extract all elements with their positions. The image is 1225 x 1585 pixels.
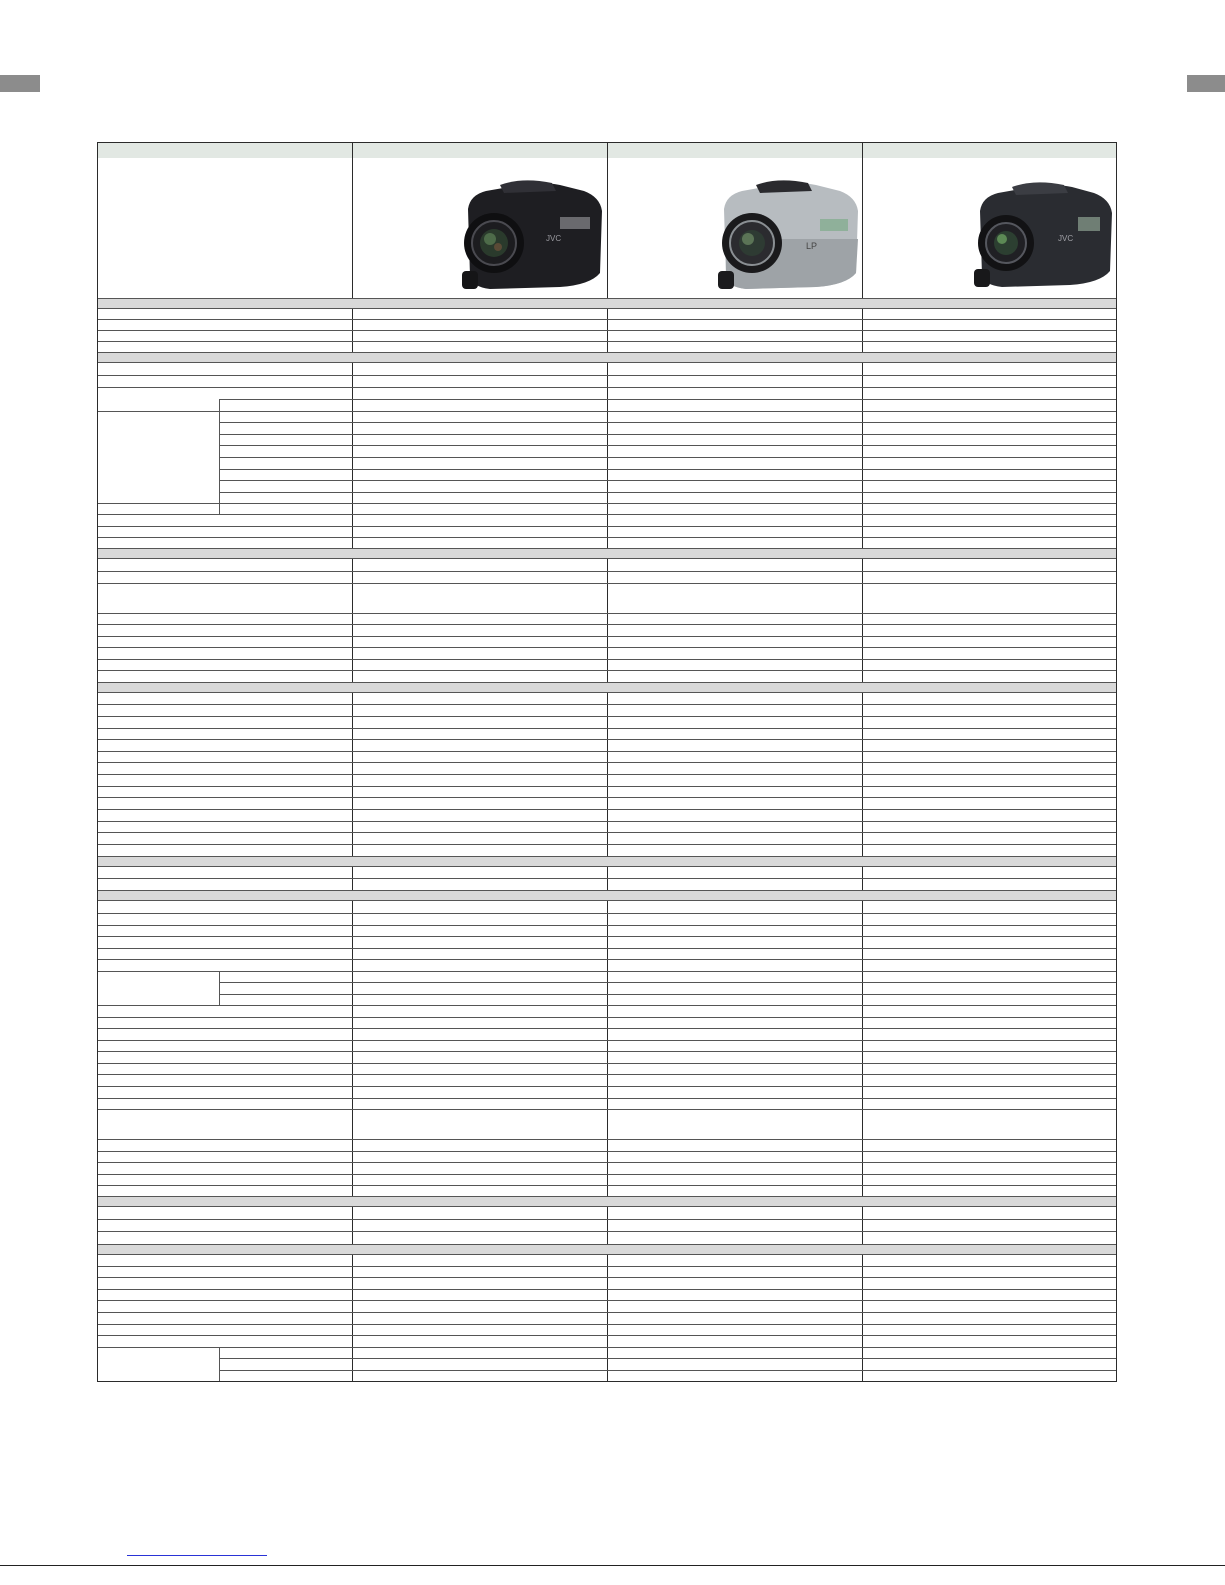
table-row-line <box>98 739 1116 740</box>
sub-column-divider <box>219 1347 220 1382</box>
right-edge-tab <box>1187 75 1225 92</box>
table-row-line <box>98 809 1116 810</box>
product-image-3 <box>910 173 1117 298</box>
table-row-line <box>98 925 1116 926</box>
table-row-line <box>219 1370 1116 1371</box>
table-row-line <box>98 821 1116 822</box>
svg-text:LP: LP <box>806 241 818 251</box>
table-row-line <box>98 682 1116 683</box>
table-row-line <box>98 298 1116 299</box>
table-row-line <box>98 890 1116 891</box>
table-row-line <box>98 1206 1116 1207</box>
table-row-line <box>98 1151 1116 1152</box>
table-row-line <box>98 692 1116 693</box>
table-row-line <box>98 1086 1116 1087</box>
table-row-line <box>98 959 1116 960</box>
table-row-line <box>98 786 1116 787</box>
table-row-line <box>98 647 1116 648</box>
table-row-line <box>98 558 1116 559</box>
sub-column-divider <box>219 399 220 514</box>
table-row-line <box>98 514 1116 515</box>
table-row-line <box>98 948 1116 949</box>
table-row-line <box>98 900 1116 901</box>
product-image-1 <box>398 173 653 298</box>
table-row-line <box>98 387 1116 388</box>
table-row-line <box>98 1185 1116 1186</box>
table-row-line <box>219 1358 1116 1359</box>
table-row-line <box>98 774 1116 775</box>
table-row-line <box>98 1051 1116 1052</box>
table-row-line <box>98 636 1116 637</box>
table-row-line <box>98 704 1116 705</box>
table-row-line <box>98 1347 1116 1348</box>
camcorder-black-icon <box>398 173 653 298</box>
table-row-line <box>98 308 1116 309</box>
table-row-line <box>98 1335 1116 1336</box>
table-row-line <box>98 971 1116 972</box>
table-row-line <box>98 670 1116 671</box>
section-band <box>98 549 1116 558</box>
table-row-line <box>98 352 1116 353</box>
table-row-line <box>98 583 1116 584</box>
table-row-line <box>98 913 1116 914</box>
table-row-line <box>98 1324 1116 1325</box>
table-row-line <box>98 1162 1116 1163</box>
table-row-line <box>98 1254 1116 1255</box>
table-row-line <box>98 319 1116 320</box>
footer-rule <box>0 1565 1225 1566</box>
table-row-line <box>98 526 1116 527</box>
table-row-line <box>98 844 1116 845</box>
table-row-line <box>98 1277 1116 1278</box>
table-row-line <box>98 866 1116 867</box>
section-band <box>98 1245 1116 1254</box>
table-row-line <box>219 457 1116 458</box>
table-row-line <box>98 1289 1116 1290</box>
table-row-line <box>98 1139 1116 1140</box>
svg-text:JVC: JVC <box>1058 234 1074 243</box>
table-row-line <box>98 548 1116 549</box>
table-row-line <box>219 994 1116 995</box>
table-row-line <box>219 422 1116 423</box>
section-band <box>98 299 1116 308</box>
table-row-line <box>98 1074 1116 1075</box>
table-row-line <box>98 762 1116 763</box>
table-row-line <box>219 982 1116 983</box>
table-row-line <box>98 856 1116 857</box>
spec-comparison-table <box>97 142 1117 1382</box>
table-row-line <box>98 1098 1116 1099</box>
table-row-line <box>98 341 1116 342</box>
camcorder-silver-icon <box>654 173 909 298</box>
table-row-line <box>98 537 1116 538</box>
product-image-2 <box>654 173 909 298</box>
table-row-line <box>98 936 1116 937</box>
table-row-line <box>98 362 1116 363</box>
table-row-line <box>98 1300 1116 1301</box>
section-band <box>98 891 1116 900</box>
section-band <box>98 353 1116 362</box>
camcorder-dark-gray-icon <box>910 173 1117 298</box>
table-row-line <box>219 434 1116 435</box>
table-row-line <box>98 1312 1116 1313</box>
table-row-line <box>98 716 1116 717</box>
section-band <box>98 857 1116 866</box>
table-row-line <box>98 751 1116 752</box>
table-row-line <box>98 1196 1116 1197</box>
table-row-line <box>98 659 1116 660</box>
table-row-line <box>98 1109 1116 1110</box>
table-row-line <box>98 1231 1116 1232</box>
table-row-line <box>98 1219 1116 1220</box>
footer-link-underline[interactable] <box>127 1555 267 1556</box>
table-row-line <box>219 399 1116 400</box>
table-row-line <box>98 1040 1116 1041</box>
table-row-line <box>98 613 1116 614</box>
table-row-line <box>98 375 1116 376</box>
table-row-line <box>98 1266 1116 1267</box>
table-row-line <box>98 1017 1116 1018</box>
table-row-line <box>98 797 1116 798</box>
table-row-line <box>98 624 1116 625</box>
section-band <box>98 1197 1116 1206</box>
section-band <box>98 683 1116 692</box>
table-row-line <box>98 1005 1116 1006</box>
table-row-line <box>98 878 1116 879</box>
table-row-line <box>98 1063 1116 1064</box>
table-row-line <box>219 480 1116 481</box>
table-row-line <box>98 1174 1116 1175</box>
table-row-line <box>98 1028 1116 1029</box>
sub-column-divider <box>219 971 220 1005</box>
table-row-line <box>98 330 1116 331</box>
table-row-line <box>98 728 1116 729</box>
table-row-line <box>98 503 1116 504</box>
table-row-line <box>98 1244 1116 1245</box>
left-edge-tab <box>0 75 40 92</box>
table-row-line <box>219 445 1116 446</box>
table-row-line <box>219 492 1116 493</box>
table-row-line <box>98 571 1116 572</box>
table-row-line <box>219 469 1116 470</box>
table-row-line <box>98 411 1116 412</box>
table-row-line <box>98 832 1116 833</box>
svg-text:JVC: JVC <box>546 234 562 243</box>
